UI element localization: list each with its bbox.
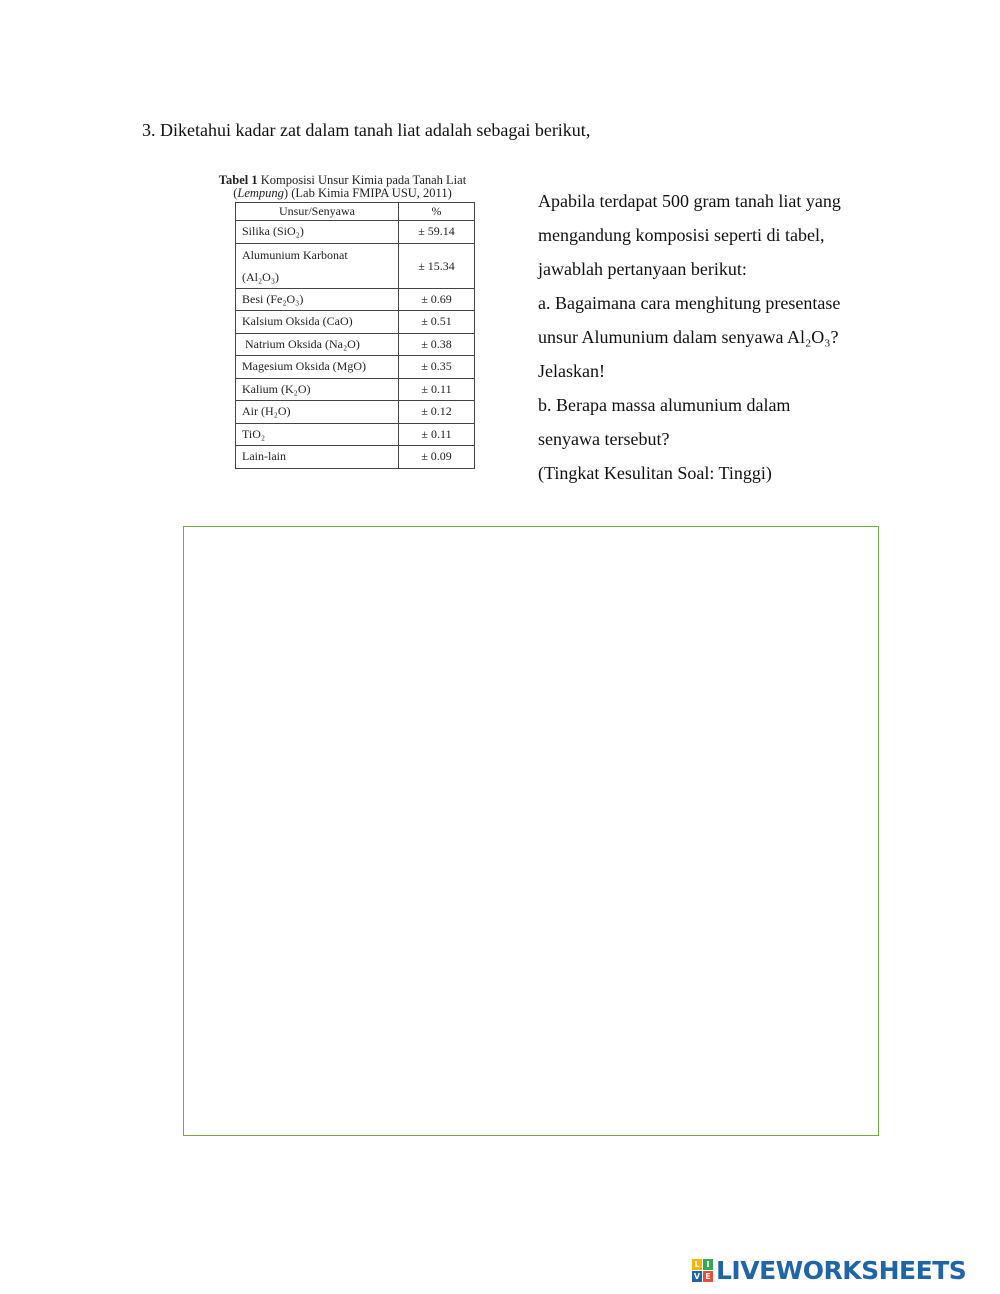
instruction-line: jawablah pertanyaan berikut:	[538, 259, 747, 279]
logo-tile: E	[703, 1271, 713, 1282]
question-b: b. Berapa massa alumunium dalam	[538, 395, 791, 415]
table-row	[236, 356, 475, 379]
answer-text-area[interactable]	[183, 526, 879, 1136]
compound-name: Natrium Oksida (Na₂O)	[236, 333, 399, 356]
table-row	[236, 378, 475, 401]
question-a-cont: Jelaskan!	[538, 361, 605, 381]
liveworksheets-icon	[692, 1259, 713, 1282]
instruction-line: Apabila terdapat 500 gram tanah liat yang	[538, 191, 841, 211]
compound-percent: ± 0.51	[399, 311, 475, 334]
table-row	[236, 288, 475, 311]
compound-name	[236, 243, 399, 288]
header-compound: Unsur/Senyawa	[236, 203, 399, 221]
header-percent: %	[399, 203, 475, 221]
compound-name-line1: Alumunium Karbonat	[242, 247, 348, 262]
compound-percent: ± 0.38	[399, 333, 475, 356]
table-row	[236, 221, 475, 244]
question-a: a. Bagaimana cara menghitung presentase	[538, 293, 841, 313]
logo-tile: V	[693, 1271, 701, 1281]
compound-name: Silika (SiO₂)	[236, 221, 399, 244]
table-caption-italic: Lempung	[237, 186, 284, 200]
compound-percent: ± 15.34	[399, 243, 475, 288]
liveworksheets-logo	[692, 1256, 966, 1284]
logo-tile: I	[703, 1259, 713, 1270]
compound-name: Magesium Oksida (MgO)	[236, 356, 399, 379]
compound-percent: ± 0.69	[399, 288, 475, 311]
table-caption-label: Tabel 1	[218, 173, 258, 187]
question-a-cont: unsur Alumunium dalam senyawa Al₂O₃?	[538, 327, 839, 347]
question-title: 3. Diketahui kadar zat dalam tanah liat adalah sebagai berikut,	[142, 120, 591, 140]
instruction-line: mengandung komposisi seperti di tabel,	[538, 225, 825, 245]
question-instructions	[538, 184, 883, 490]
compound-name: Besi (Fe₂O₃)	[236, 288, 399, 311]
compound-name: Air (H₂O)	[236, 401, 399, 424]
table-row	[236, 423, 475, 446]
composition-table	[235, 202, 475, 469]
compound-percent: ± 0.35	[399, 356, 475, 379]
table-row	[236, 311, 475, 334]
compound-name: Lain-lain	[236, 446, 399, 469]
difficulty-note: (Tingkat Kesulitan Soal: Tinggi)	[538, 463, 772, 483]
compound-percent: ± 0.12	[399, 401, 475, 424]
compound-percent: ± 0.09	[399, 446, 475, 469]
table-caption-source: (Lab Kimia FMIPA USU, 2011)	[288, 186, 452, 200]
table-row	[236, 333, 475, 356]
compound-percent: ± 0.11	[399, 378, 475, 401]
compound-name: Kalium (K₂O)	[236, 378, 399, 401]
compound-name: TiO₂	[236, 423, 399, 446]
compound-percent: ± 0.11	[399, 423, 475, 446]
question-b-cont: senyawa tersebut?	[538, 429, 670, 449]
table-header-row	[236, 203, 475, 221]
logo-text: LIVEWORKSHEETS	[716, 1255, 967, 1285]
table-row	[236, 401, 475, 424]
logo-tile: L	[692, 1259, 702, 1270]
table-caption-title: Komposisi Unsur Kimia pada Tanah Liat	[257, 173, 467, 187]
compound-percent: ± 59.14	[399, 221, 475, 244]
table-caption: Tabel 1 Komposisi Unsur Kimia pada Tanah Liat (Lempung) (Lab Kimia FMIPA USU, 2011)	[218, 173, 467, 200]
compound-name: Kalsium Oksida (CaO)	[236, 311, 399, 334]
compound-name-line2: (Al₂O₃)	[242, 269, 280, 284]
table-row	[236, 243, 475, 288]
composition-table-block	[205, 174, 480, 469]
table-row	[236, 446, 475, 469]
